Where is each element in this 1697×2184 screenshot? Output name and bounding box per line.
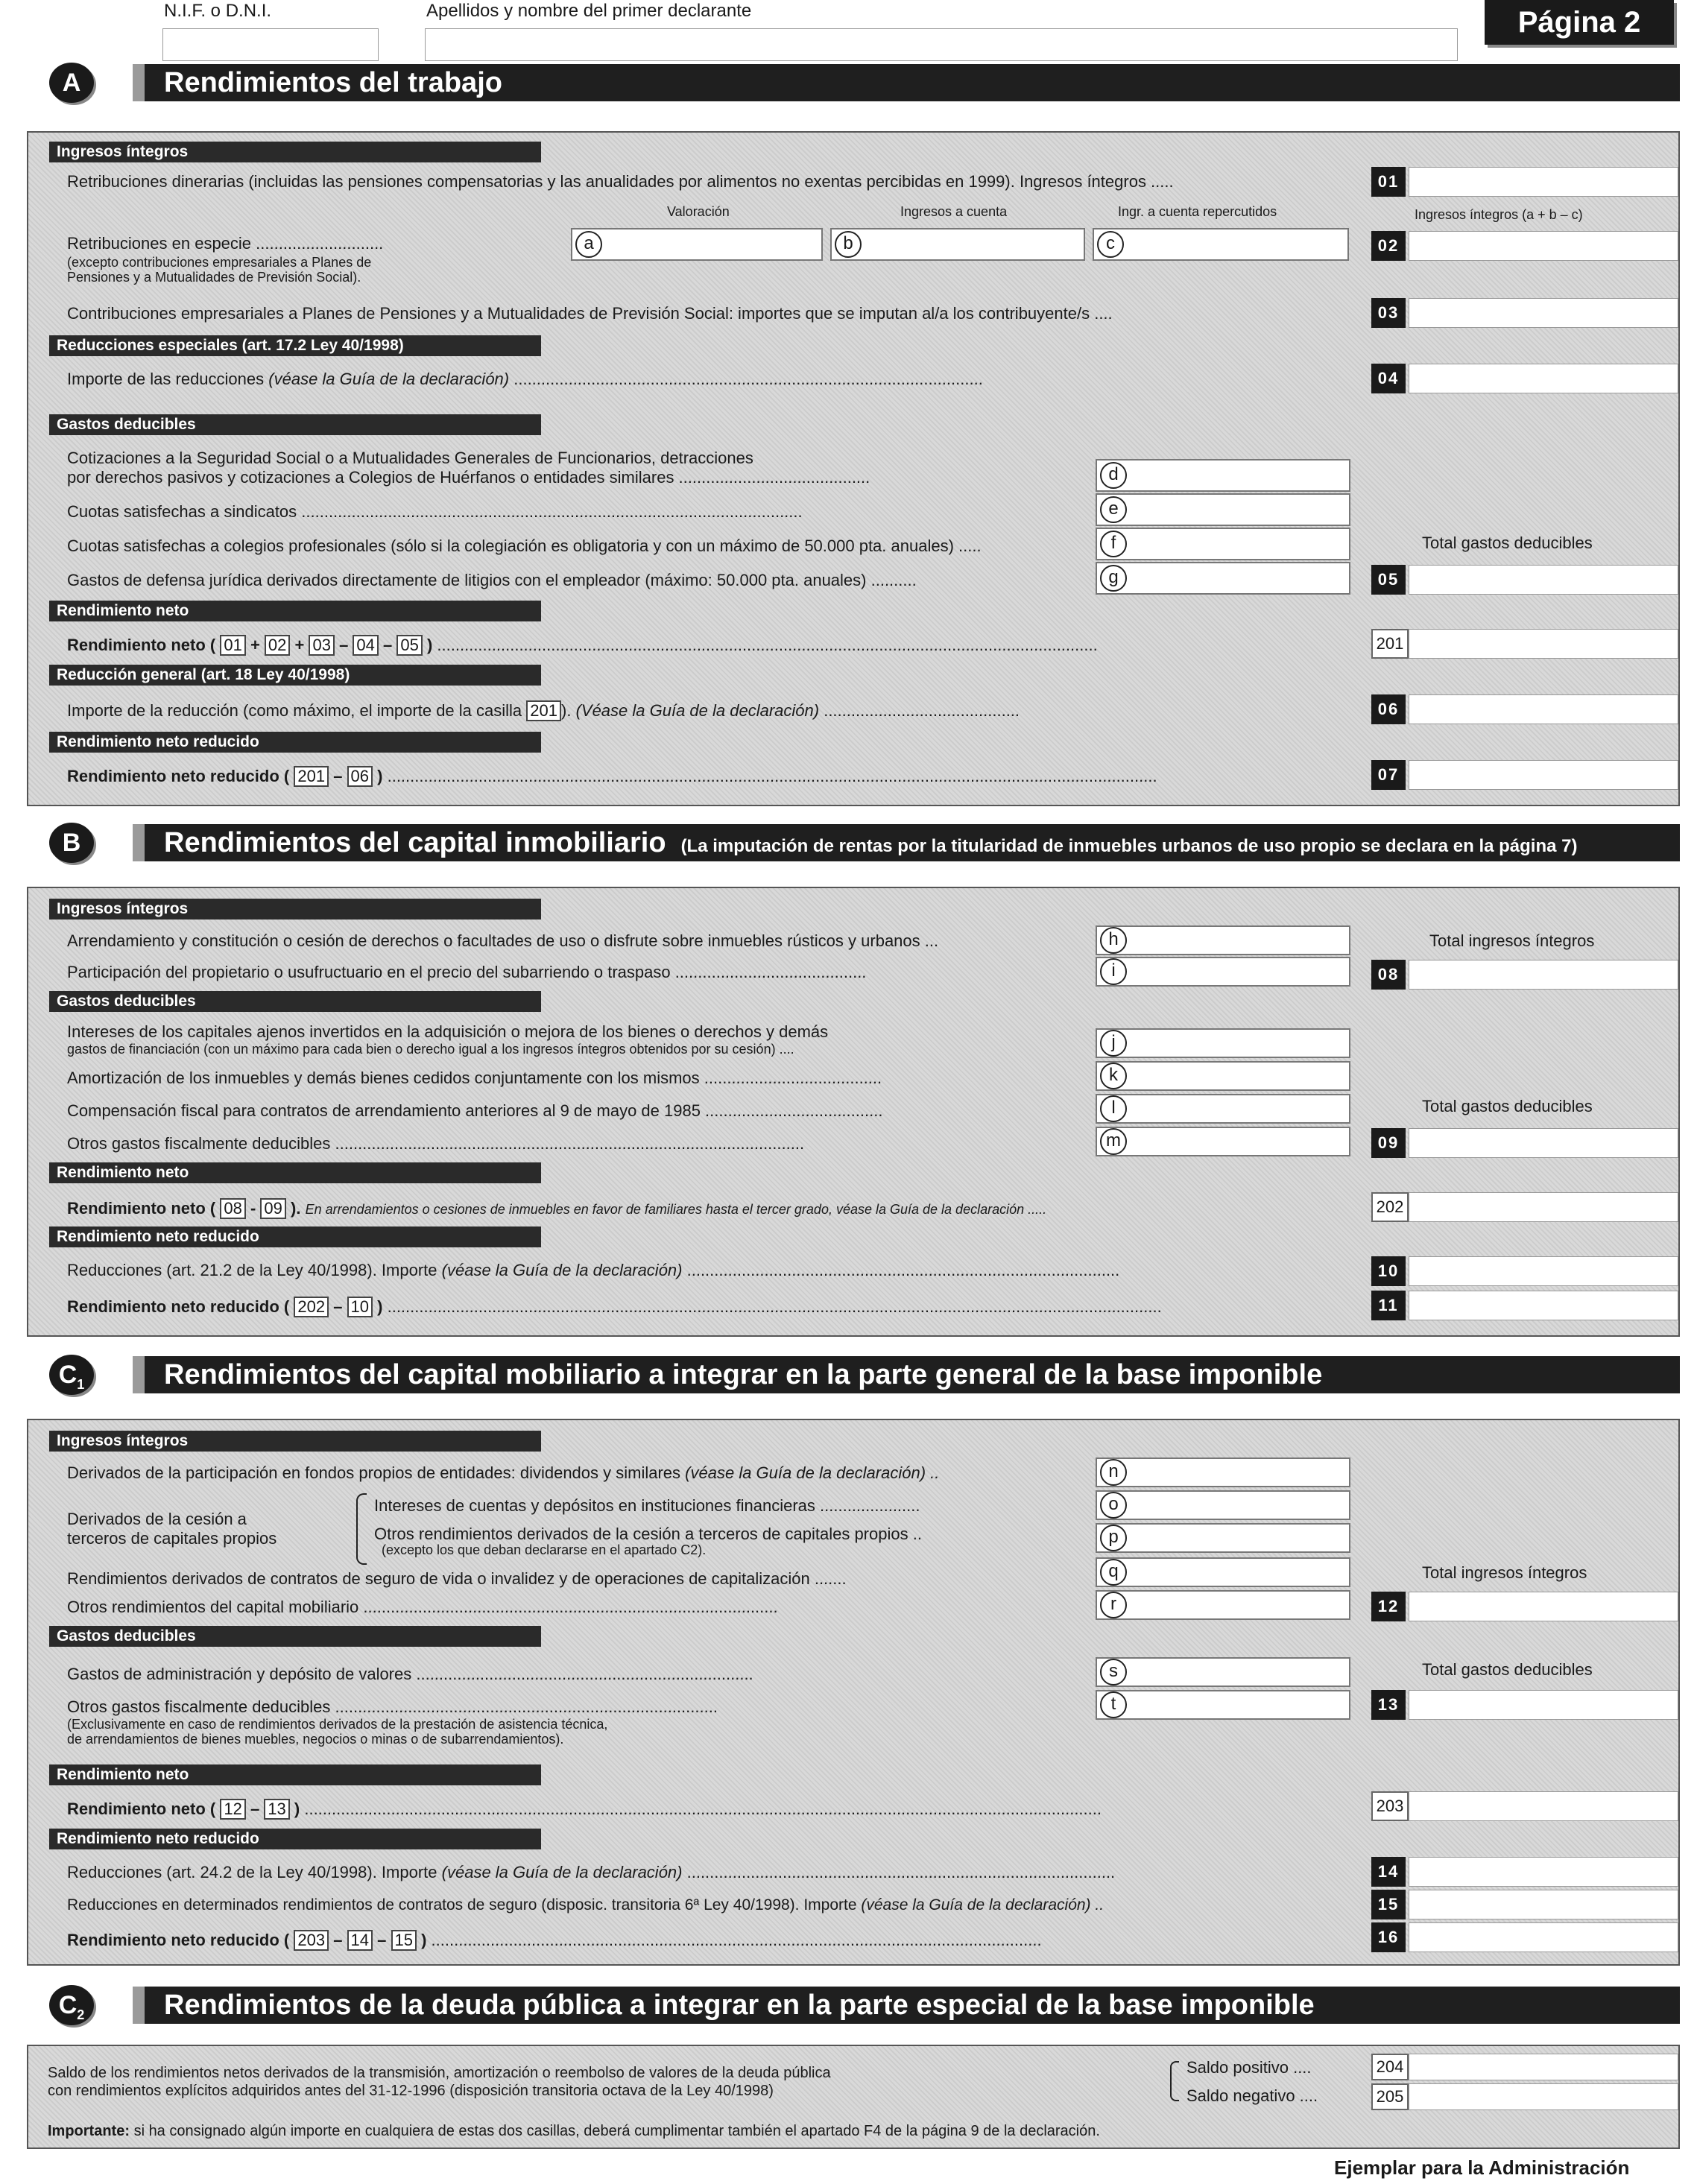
box-code-04: 04 (1371, 364, 1406, 393)
letter-a: a (575, 231, 602, 258)
a-reducciones-subheader: Reducciones especiales (art. 17.2 Ley 40/1998) (49, 335, 541, 356)
declarant-name-label: Apellidos y nombre del primer declarante (426, 1, 752, 21)
b-line-l: Compensación fiscal para contratos de arrendamiento anteriores al 9 de mayo de 1985 ....................................... (67, 1101, 883, 1120)
box-07[interactable] (1409, 760, 1678, 790)
box-13[interactable] (1409, 1690, 1678, 1720)
a-col-valoracion: Valoración (667, 204, 730, 219)
b-line-neto: Rendimiento neto ( 08 - 09 ). En arrendamientos o cesiones de inmuebles en favor de familiares hasta el tercer grado, véase la Guía de la declaración ..... (67, 1199, 1047, 1218)
a-col-total: Ingresos íntegros (a + b – c) (1415, 207, 1583, 222)
box-05[interactable] (1409, 565, 1678, 595)
section-c1-badge: $C_1$ (49, 1355, 94, 1395)
c1-line-t-note2: de arrendamientos de bienes muebles, negocios o minas o de subarrendamientos). (67, 1732, 564, 1747)
a-line-02: Retribuciones en especie ............................ (67, 234, 384, 253)
section-b-badge: B (49, 823, 94, 863)
box-code-03: 03 (1371, 298, 1406, 328)
box-204[interactable] (1409, 2054, 1678, 2080)
a-line-02-note2: Pensiones y a Mutualidades de Previsión Social). (67, 270, 361, 285)
c1-line-t: Otros gastos fiscalmente deducibles .................................................................................... (67, 1697, 718, 1716)
c1-neto-subheader: Rendimiento neto (49, 1764, 541, 1785)
box-08[interactable] (1409, 960, 1678, 990)
box-code-16: 16 (1371, 1922, 1406, 1952)
box-code-05: 05 (1371, 565, 1406, 595)
letter-f: f (1100, 531, 1127, 557)
c2-brace (1170, 2061, 1179, 2101)
box-03[interactable] (1409, 298, 1678, 328)
c2-line-2: con rendimientos explícitos adquiridos antes del 31-12-1996 (disposición transitoria octava de la Ley 40/1998) (48, 2083, 774, 2099)
box-code-201: 201 (1371, 629, 1409, 659)
c1-cesion-label-1: Derivados de la cesión a (67, 1510, 247, 1528)
c1-line-r: Otros rendimientos del capital mobiliario ........................................................................................... (67, 1598, 778, 1616)
b-line-j1: Intereses de los capitales ajenos invertidos en la adquisición o mejora de los bienes o derechos y demás (67, 1022, 829, 1041)
letter-q: q (1100, 1559, 1127, 1586)
b-neto-reducido-subheader: Rendimiento neto reducido (49, 1226, 541, 1247)
section-c2-badge: $C_2$ (49, 1985, 94, 2025)
letter-r: r (1100, 1592, 1127, 1618)
box-code-02: 02 (1371, 231, 1406, 261)
field-c[interactable] (1093, 228, 1349, 261)
c1-brace (356, 1493, 367, 1565)
box-code-07: 07 (1371, 760, 1406, 790)
b-line-k: Amortización de los inmuebles y demás bienes cedidos conjuntamente con los mismos ....................................... (67, 1069, 882, 1087)
c1-gastos-subheader: Gastos deducibles (49, 1626, 541, 1647)
box-10[interactable] (1409, 1256, 1678, 1286)
box-code-09: 09 (1371, 1128, 1406, 1158)
field-e[interactable] (1096, 493, 1350, 526)
c1-line-neto: Rendimiento neto ( 12 – 13 ) ............................................................................................................................................................................... (67, 1800, 1102, 1818)
b-ingresos-subheader: Ingresos íntegros (49, 899, 541, 920)
field-p[interactable] (1096, 1523, 1350, 1553)
a-line-e: Cuotas satisfechas a sindicatos .............................................................................................................. (67, 502, 803, 521)
box-02[interactable] (1409, 231, 1678, 261)
box-code-203: 203 (1371, 1791, 1409, 1821)
declarant-name-field[interactable] (425, 28, 1458, 61)
a-line-d1: Cotizaciones a la Seguridad Social o a Mutualidades Generales de Funcionarios, detracciones (67, 449, 753, 467)
c1-line-n: Derivados de la participación en fondos propios de entidades: dividendos y similares (véase la Guía de la declaración) .. (67, 1463, 940, 1482)
box-code-08: 08 (1371, 960, 1406, 990)
box-code-11: 11 (1371, 1291, 1406, 1320)
a-line-f: Cuotas satisfechas a colegios profesionales (sólo si la colegiación es obligatoria y con un máximo de 50.000 pta. anuales) ..... (67, 536, 982, 555)
a-ingresos-subheader: Ingresos íntegros (49, 142, 541, 162)
field-a[interactable] (571, 228, 823, 261)
box-01[interactable] (1409, 167, 1678, 197)
b-neto-subheader: Rendimiento neto (49, 1162, 541, 1183)
a-reduccion-general-subheader: Reducción general (art. 18 Ley 40/1998) (49, 665, 541, 686)
c1-line-s: Gastos de administración y depósito de valores .......................................................................... (67, 1665, 753, 1683)
box-code-14: 14 (1371, 1857, 1406, 1887)
b-total-gastos-label: Total gastos deducibles (1422, 1097, 1593, 1115)
b-line-h: Arrendamiento y constitución o cesión de derechos o facultades de uso o disfrute sobre inmuebles rústicos y urbanos ... (67, 931, 939, 950)
a-line-neto-reducido: Rendimiento neto reducido ( 201 – 06 ) ......................................................................................................................................................................... (67, 767, 1157, 785)
c2-saldo-positivo: Saldo positivo .... (1186, 2058, 1312, 2077)
letter-k: k (1100, 1063, 1127, 1089)
letter-e: e (1100, 496, 1127, 523)
a-neto-subheader: Rendimiento neto (49, 601, 541, 621)
a-line-neto: Rendimiento neto ( 01 + 02 + 03 – 04 – 05 ) ................................................................................................................................................. (67, 636, 1098, 654)
box-201[interactable] (1409, 629, 1678, 659)
box-14[interactable] (1409, 1857, 1678, 1887)
a-line-03: Contribuciones empresariales a Planes de Pensiones y a Mutualidades de Previsión Social: importes que se imputan al/a los contribuyente/s .... (67, 304, 1113, 323)
c1-cesion-label-2: terceros de capitales propios (67, 1529, 277, 1548)
field-k[interactable] (1096, 1061, 1350, 1091)
b-line-j2: gastos de financiación (con un máximo para cada bien o derecho igual a los ingresos íntegros obtenidos por su cesión) .... (67, 1042, 794, 1057)
section-c1-title: Rendimientos del capital mobiliario a integrar en la parte general de la base imponible (133, 1356, 1680, 1393)
a-gastos-subheader: Gastos deducibles (49, 414, 541, 435)
box-09[interactable] (1409, 1128, 1678, 1158)
nif-label: N.I.F. o D.N.I. (164, 1, 272, 21)
c1-total-gastos-label: Total gastos deducibles (1422, 1660, 1593, 1679)
field-h[interactable] (1096, 925, 1350, 955)
field-i[interactable] (1096, 957, 1350, 987)
letter-g: g (1100, 565, 1127, 592)
letter-t: t (1100, 1691, 1127, 1718)
letter-d: d (1100, 462, 1127, 489)
box-205[interactable] (1409, 2083, 1678, 2110)
a-line-01: Retribuciones dinerarias (incluidas las pensiones compensatorias y las anualidades por alimentos no exentas percibidas en 1999). Ingresos íntegros ..... (67, 172, 1174, 191)
letter-h: h (1100, 927, 1127, 954)
b-line-i: Participación del propietario o usufructuario en el precio del subarriendo o traspaso .......................................... (67, 963, 867, 981)
a-line-g: Gastos de defensa jurídica derivados directamente de litigios con el empleador (máximo: 50.000 pta. anuales) .......... (67, 571, 917, 589)
box-code-06: 06 (1371, 694, 1406, 724)
c2-importante: Importante: si ha consignado algún importe en cualquiera de estas dos casillas, deberá cumplimentar también el apartado F4 de la página 9 de la declaración. (48, 2123, 1100, 2139)
field-g[interactable] (1096, 562, 1350, 595)
section-c2-title: Rendimientos de la deuda pública a integrar en la parte especial de la base imponible (133, 1987, 1680, 2024)
field-b[interactable] (830, 228, 1085, 261)
letter-l: l (1100, 1095, 1127, 1122)
b-gastos-subheader: Gastos deducibles (49, 991, 541, 1012)
a-line-06: Importe de la reducción (como máximo, el importe de la casilla 201 ). (Véase la Guía de la declaración) ........................................... (67, 701, 1020, 720)
box-16[interactable] (1409, 1922, 1678, 1952)
a-line-04: Importe de las reducciones (véase la Guía de la declaración) ....................................................................................................... (67, 370, 983, 388)
box-code-10: 10 (1371, 1256, 1406, 1286)
field-o[interactable] (1096, 1490, 1350, 1520)
a-total-gastos-label: Total gastos deducibles (1422, 534, 1593, 552)
box-code-01: 01 (1371, 167, 1406, 197)
c1-line-neto-reducido: Rendimiento neto reducido ( 203 – 14 – 15 ) ...................................................................................................................................... (67, 1931, 1042, 1949)
a-neto-reducido-subheader: Rendimiento neto reducido (49, 732, 541, 753)
a-line-d2: por derechos pasivos y cotizaciones a Colegios de Huérfanos o entidades similares .......................................... (67, 468, 870, 487)
field-q[interactable] (1096, 1557, 1350, 1587)
box-15[interactable] (1409, 1890, 1678, 1919)
b-total-ingresos-label: Total ingresos íntegros (1429, 931, 1595, 950)
letter-n: n (1100, 1459, 1127, 1486)
a-col-ingresos-cuenta: Ingresos a cuenta (900, 204, 1008, 219)
c1-line-p: Otros rendimientos derivados de la cesión a terceros de capitales propios .. (374, 1525, 922, 1543)
field-r[interactable] (1096, 1590, 1350, 1620)
section-a-badge: A (49, 63, 94, 103)
c1-line-15: Reducciones en determinados rendimientos de contratos de seguro (disposic. transitoria 6ª Ley 40/1998). Importe (véase la Guía de la declaración) .. (67, 1896, 1105, 1914)
box-code-13: 13 (1371, 1690, 1406, 1720)
c1-ingresos-subheader: Ingresos íntegros (49, 1431, 541, 1452)
letter-p: p (1100, 1525, 1127, 1551)
box-11[interactable] (1409, 1291, 1678, 1320)
letter-j: j (1100, 1030, 1127, 1057)
field-j[interactable] (1096, 1028, 1350, 1058)
c2-line-1: Saldo de los rendimientos netos derivados de la transmisión, amortización o reembolso de valores de la deuda pública (48, 2065, 831, 2081)
field-l[interactable] (1096, 1094, 1350, 1124)
field-n[interactable] (1096, 1457, 1350, 1487)
box-code-15: 15 (1371, 1890, 1406, 1919)
c1-line-t-note1: (Exclusivamente en caso de rendimientos derivados de la prestación de asistencia técnica, (67, 1717, 608, 1732)
letter-b: b (835, 231, 862, 258)
letter-i: i (1100, 958, 1127, 985)
box-code-205: 205 (1371, 2083, 1409, 2110)
c1-neto-reducido-subheader: Rendimiento neto reducido (49, 1829, 541, 1849)
c1-line-14: Reducciones (art. 24.2 de la Ley 40/1998). Importe (véase la Guía de la declaración) .............................................................................................. (67, 1863, 1116, 1881)
section-a-title: Rendimientos del trabajo (133, 64, 1680, 101)
a-col-repercutidos: Ingr. a cuenta repercutidos (1118, 204, 1277, 219)
box-code-202: 202 (1371, 1192, 1409, 1222)
c1-line-q: Rendimientos derivados de contratos de seguro de vida o invalidez y de operaciones de capitalización ....... (67, 1569, 847, 1588)
a-line-02-note1: (excepto contribuciones empresariales a Planes de (67, 255, 372, 270)
letter-c: c (1097, 231, 1124, 258)
c1-line-p-note: (excepto los que deban declararse en el apartado C2). (382, 1542, 707, 1557)
box-code-12: 12 (1371, 1592, 1406, 1621)
b-line-10: Reducciones (art. 21.2 de la Ley 40/1998). Importe (véase la Guía de la declaración) ............................................................................................... (67, 1261, 1120, 1279)
c1-total-ingresos-label: Total ingresos íntegros (1422, 1563, 1587, 1582)
box-04[interactable] (1409, 364, 1678, 393)
field-m[interactable] (1096, 1127, 1350, 1156)
letter-o: o (1100, 1492, 1127, 1519)
field-f[interactable] (1096, 528, 1350, 560)
b-line-neto-reducido: Rendimiento neto reducido ( 202 – 10 ) .......................................................................................................................................................................... (67, 1297, 1162, 1316)
box-06[interactable] (1409, 694, 1678, 724)
box-203[interactable] (1409, 1791, 1678, 1821)
field-t[interactable] (1096, 1690, 1350, 1720)
b-line-m: Otros gastos fiscalmente deducibles ....................................................................................................... (67, 1134, 805, 1153)
page-number-badge: Página 2 (1485, 0, 1674, 45)
box-code-204: 204 (1371, 2054, 1409, 2080)
nif-field[interactable] (162, 28, 379, 61)
box-12[interactable] (1409, 1592, 1678, 1621)
letter-m: m (1100, 1128, 1127, 1155)
c1-line-o: Intereses de cuentas y depósitos en instituciones financieras ...................... (374, 1496, 920, 1515)
section-b-title: Rendimientos del capital inmobiliario (La imputación de rentas por la titularidad de inmuebles urbanos de uso propio se declara en la página 7) (133, 824, 1680, 861)
box-202[interactable] (1409, 1192, 1678, 1222)
letter-s: s (1100, 1659, 1127, 1686)
field-s[interactable] (1096, 1657, 1350, 1687)
c2-saldo-negativo: Saldo negativo .... (1186, 2086, 1318, 2105)
field-d[interactable] (1096, 459, 1350, 492)
footer-copy-label: Ejemplar para la Administración (1334, 2156, 1630, 2179)
